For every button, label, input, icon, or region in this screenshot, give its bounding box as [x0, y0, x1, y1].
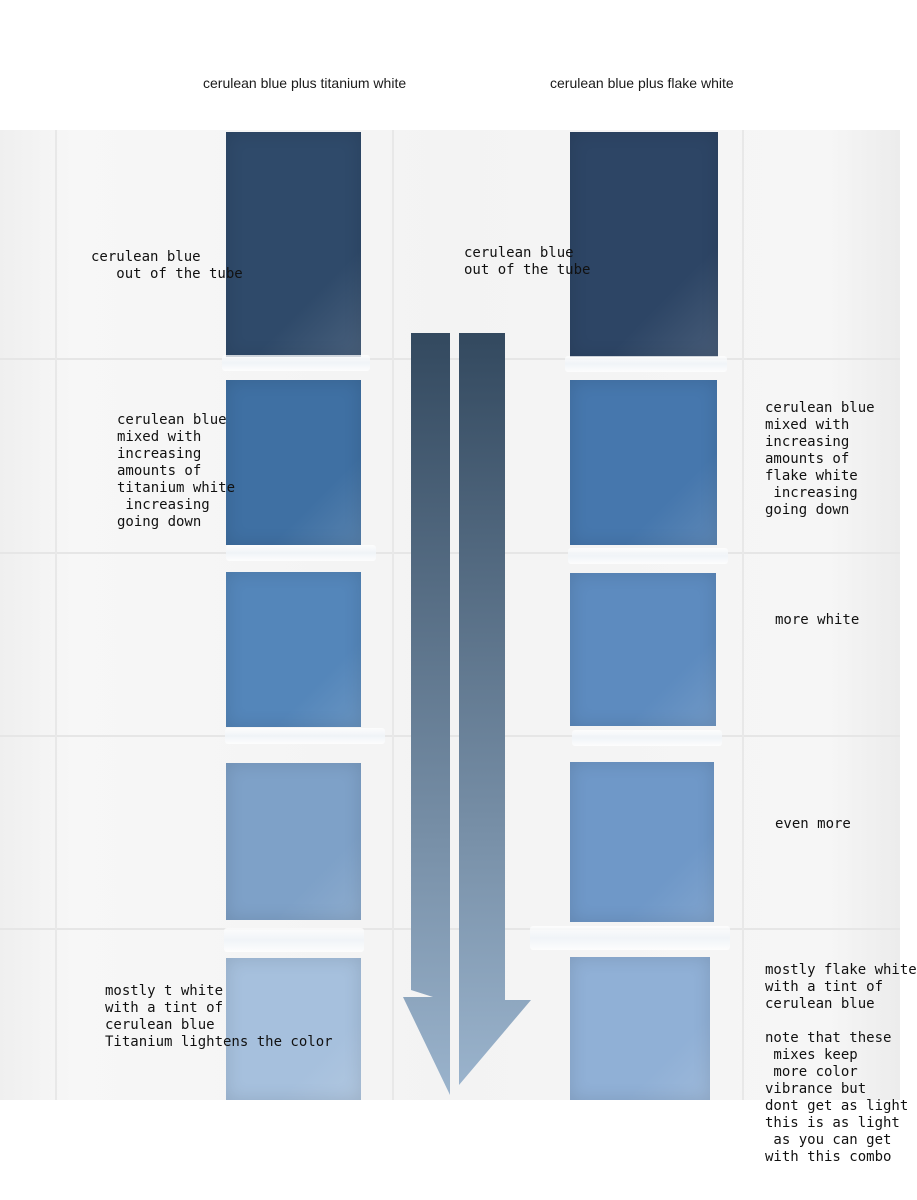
heading-flake: cerulean blue plus flake white	[550, 75, 734, 91]
note-left-mixed: cerulean blue mixed with increasing amounts of titanium white increasing going down	[117, 412, 236, 530]
note-left-tube: cerulean blue out of the tube	[91, 249, 243, 282]
down-arrow-left	[403, 333, 450, 1095]
note-right-tube: cerulean blue out of the tube	[464, 245, 591, 278]
note-left-bottom: mostly t white with a tint of cerulean blue Titanium lightens the color	[105, 983, 333, 1050]
down-arrow-right	[455, 333, 531, 1085]
note-even-more: even more	[775, 816, 851, 832]
note-right-bottom: mostly flake white with a tint of cerulean blue note that these mixes keep more color vibrance but dont get as light this is as light as you can get with this combo	[765, 962, 917, 1165]
heading-titanium: cerulean blue plus titanium white	[203, 75, 407, 91]
note-right-mixed: cerulean blue mixed with increasing amounts of flake white increasing going down	[765, 400, 875, 518]
note-more-white: more white	[775, 612, 860, 628]
